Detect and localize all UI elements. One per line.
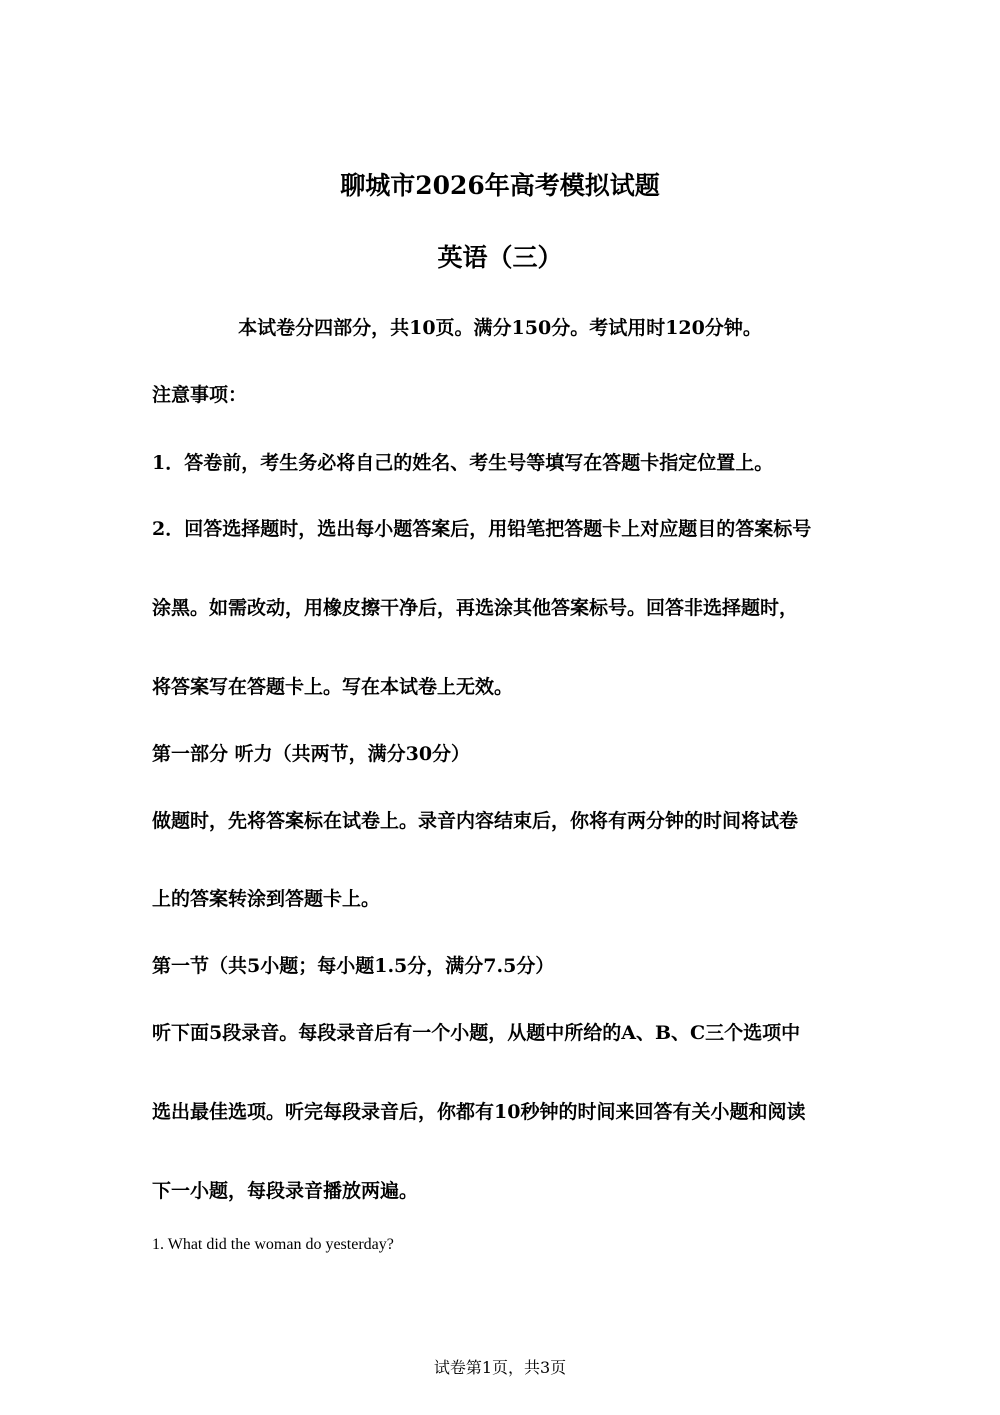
section1-instructions-line-2: 选出最佳选项。听完每段录音后，你都有10秒钟的时间来回答有关小题和阅读 (152, 1101, 806, 1123)
section1-instructions-line-1: 听下面5段录音。每段录音后有一个小题，从题中所给的A、B、C三个选项中 (152, 1022, 801, 1044)
exam-title: 聊城市2026年高考模拟试题 (340, 171, 660, 200)
notes-item-2-line-1: 2．回答选择题时，选出每小题答案后，用铅笔把答题卡上对应题目的答案标号 (152, 518, 812, 540)
part1-heading: 第一部分 听力（共两节，满分30分） (152, 743, 471, 765)
notes-heading: 注意事项： (152, 384, 248, 406)
section1-instructions-line-3: 下一小题，每段录音播放两遍。 (152, 1180, 419, 1202)
part1-instructions-line-1: 做题时，先将答案标在试卷上。录音内容结束后，你将有两分钟的时间将试卷 (152, 810, 799, 832)
notes-item-2-line-2: 涂黑。如需改动，用橡皮擦干净后，再选涂其他答案标号。回答非选择题时， (152, 597, 799, 619)
notes-item-1: 1．答卷前，考生务必将自己的姓名、考生号等填写在答题卡指定位置上。 (152, 452, 774, 474)
part1-instructions-line-2: 上的答案转涂到答题卡上。 (152, 888, 381, 910)
exam-subject: 英语（三） (437, 243, 563, 272)
page-footer: 试卷第1页，共3页 (433, 1358, 567, 1377)
section1-heading: 第一节（共5小题；每小题1.5分，满分7.5分） (152, 955, 555, 977)
question-1: 1. What did the woman do yesterday? (152, 1236, 394, 1253)
exam-summary: 本试卷分四部分，共10页。满分150分。考试用时120分钟。 (238, 317, 762, 339)
notes-item-2-line-3: 将答案写在答题卡上。写在本试卷上无效。 (152, 676, 514, 698)
